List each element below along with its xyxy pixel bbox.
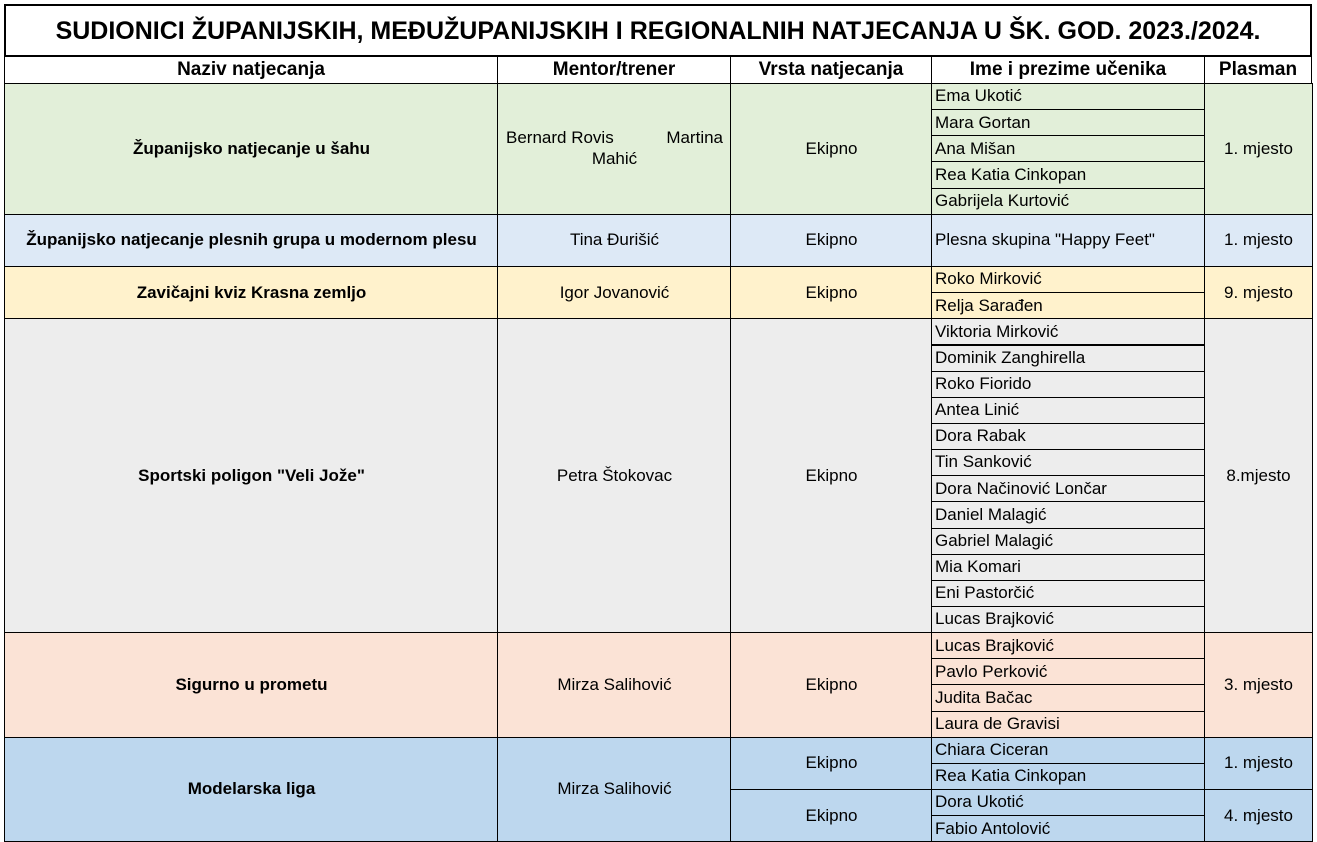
student-name: Dora Rabak: [931, 423, 1206, 450]
student-name: Pavlo Perković: [931, 658, 1206, 685]
student-name: Roko Fiorido: [931, 371, 1206, 398]
competition-type: Ekipno: [730, 789, 933, 842]
student-name: Gabrijela Kurtović: [931, 188, 1206, 215]
mentor-name: Mahić: [591, 148, 638, 168]
mentor-name: Igor Jovanović: [497, 266, 732, 319]
competition-name: Zavičajni kviz Krasna zemljo: [4, 266, 499, 319]
student-name: Rea Katia Cinkopan: [931, 161, 1206, 188]
student-name: Ana Mišan: [931, 135, 1206, 162]
student-name: Antea Linić: [931, 397, 1206, 424]
placement: 1. mjesto: [1204, 83, 1313, 215]
student-name: Daniel Malagić: [931, 501, 1206, 528]
header-type: Vrsta natjecanja: [730, 56, 932, 84]
student-name: Tin Sanković: [931, 449, 1206, 476]
mentor-name: Petra Štokovac: [497, 318, 732, 633]
header-mentor: Mentor/trener: [497, 56, 731, 84]
student-name: Mia Komari: [931, 554, 1206, 581]
student-name: Lucas Brajković: [931, 606, 1206, 633]
competition-name: Modelarska liga: [4, 737, 499, 842]
mentor-name: Mirza Salihović: [497, 632, 732, 738]
placement: 1. mjesto: [1204, 737, 1313, 790]
student-name: Eni Pastorčić: [931, 580, 1206, 607]
student-name: Fabio Antolović: [931, 815, 1206, 842]
placement: 8.mjesto: [1204, 318, 1313, 633]
student-name: Rea Katia Cinkopan: [931, 763, 1206, 790]
competition-type: Ekipno: [730, 632, 933, 738]
mentor-cell: [497, 83, 732, 215]
student-name: Plesna skupina "Happy Feet": [931, 214, 1206, 267]
student-name: Chiara Ciceran: [931, 737, 1206, 764]
header-competition: Naziv natjecanja: [4, 56, 498, 84]
student-name: Judita Bačac: [931, 684, 1206, 711]
student-name: Ema Ukotić: [931, 83, 1206, 110]
competition-name: Županijsko natjecanje plesnih grupa u modernom plesu: [4, 214, 499, 267]
mentor-name: Mirza Salihović: [497, 737, 732, 842]
student-name: Laura de Gravisi: [931, 711, 1206, 738]
sheet-title: SUDIONICI ŽUPANIJSKIH, MEĐUŽUPANIJSKIH I REGIONALNIH NATJECANJA U ŠK. GOD. 2023./2024.: [4, 4, 1312, 57]
student-name: Dora Načinović Lončar: [931, 475, 1206, 502]
student-name: Mara Gortan: [931, 109, 1206, 136]
mentor-name: Bernard Rovis: [506, 128, 614, 148]
competition-type: Ekipno: [730, 83, 933, 215]
mentor-name: Martina: [666, 128, 723, 148]
student-name: Dora Ukotić: [931, 789, 1206, 816]
competition-type: Ekipno: [730, 318, 933, 633]
student-name: Gabriel Malagić: [931, 528, 1206, 555]
placement: 4. mjesto: [1204, 789, 1313, 842]
student-name: Lucas Brajković: [931, 632, 1206, 659]
student-name: Roko Mirković: [931, 266, 1206, 293]
placement: 3. mjesto: [1204, 632, 1313, 738]
competition-name: Sportski poligon "Veli Jože": [4, 318, 499, 633]
student-name: Viktoria Mirković: [931, 318, 1206, 345]
competition-type: Ekipno: [730, 737, 933, 790]
placement: 1. mjesto: [1204, 214, 1313, 267]
competition-name: Županijsko natjecanje u šahu: [4, 83, 499, 215]
student-name: Relja Sarađen: [931, 292, 1206, 319]
student-name: Dominik Zanghirella: [931, 345, 1206, 372]
header-students: Ime i prezime učenika: [931, 56, 1205, 84]
competition-type: Ekipno: [730, 266, 933, 319]
header-placement: Plasman: [1204, 56, 1312, 84]
mentor-name: Tina Đurišić: [497, 214, 732, 267]
placement: 9. mjesto: [1204, 266, 1313, 319]
competition-type: Ekipno: [730, 214, 933, 267]
competition-name: Sigurno u prometu: [4, 632, 499, 738]
